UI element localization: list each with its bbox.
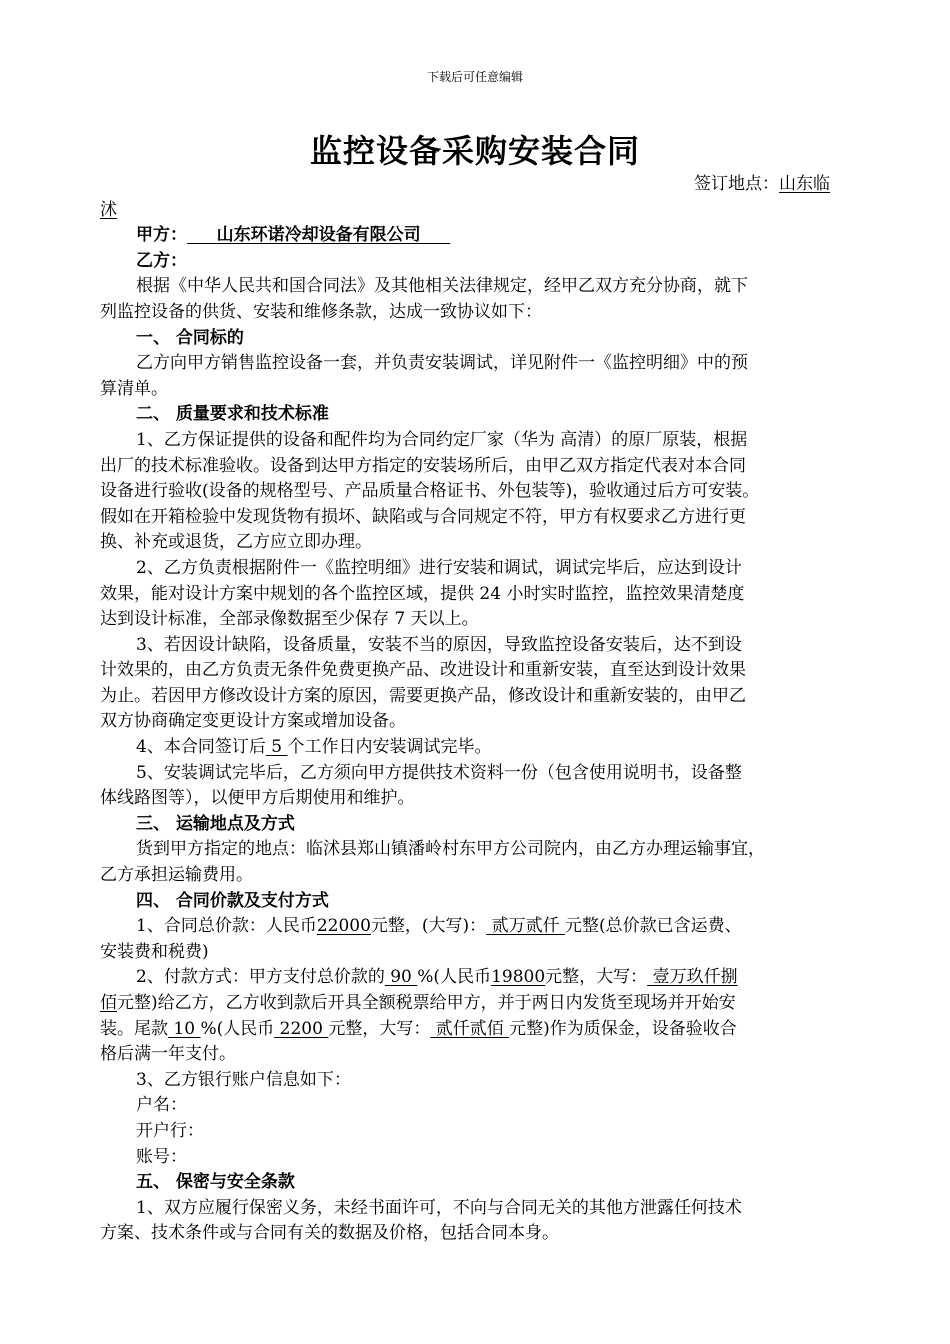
- paragraph-line: 假如在开箱检验中发现货物有损坏、缺陷或与合同规定不符，甲方有权要求乙方进行更: [100, 506, 746, 527]
- paragraph-line: 货到甲方指定的地点：临沭县郑山镇潘岭村东甲方公司院内，由乙方办理运输事宜，: [136, 839, 765, 860]
- bank-account-number: 账号：: [136, 1146, 187, 1167]
- section-heading-2: 二、 质量要求和技术标准: [136, 404, 329, 425]
- party-b-label: 乙方：: [136, 250, 187, 271]
- retention-amount-cn: 贰仟贰佰: [435, 1018, 504, 1039]
- paragraph-line: 双方协商确定变更设计方案或增加设备。: [100, 711, 406, 732]
- paragraph-line: 计效果的，由乙方负责无条件免费更换产品、改进设计和重新安装，直至达到设计效果: [100, 660, 746, 681]
- paragraph-line: 格后满一年支付。: [100, 1044, 236, 1065]
- intro-line: 列监控设备的供货、安装和维修条款，达成一致协议如下：: [100, 301, 542, 322]
- retention-percent: 10: [173, 1018, 196, 1039]
- paragraph-line: 为止。若因甲方修改设计方案的原因，需要更换产品，修改设计和重新安装的，由甲乙: [100, 685, 746, 706]
- bank-account-name: 户名：: [136, 1095, 187, 1116]
- bank-branch: 开户行：: [136, 1120, 204, 1141]
- paragraph-line: 安装费和税费): [100, 941, 209, 962]
- paragraph-line: 出厂的技术标准验收。设备到达甲方指定的安装场所后，由甲乙双方指定代表对本合同: [100, 455, 746, 476]
- party-a-label: 甲方：: [136, 225, 187, 246]
- payment-line: 佰元整)给乙方，乙方收到款后开具全额税票给甲方，并于两日内发货至现场并开始安: [100, 993, 736, 1013]
- paragraph-line: 1、双方应履行保密义务，未经书面许可，不向与合同无关的其他方泄露任何技术: [136, 1197, 742, 1218]
- total-price: 1、合同总价款：人民币22000元整，(大写)： 贰万贰仟 元整(总价款已含运费、: [136, 916, 742, 937]
- payment-line: 2、付款方式：甲方支付总价款的 90 %(人民币19800元整，大写： 壹万玖仟捌: [136, 967, 738, 988]
- signing-place-value-cont: 沭: [100, 199, 117, 220]
- party-a: [100, 223, 830, 249]
- payment-amount: 19800: [491, 967, 546, 988]
- intro-line: 根据《中华人民共和国合同法》及其他相关法律规定，经甲乙双方充分协商，就下: [136, 276, 748, 297]
- total-amount-cn: 贰万贰仟: [491, 916, 560, 937]
- party-a-value: 山东环诺冷却设备有限公司: [216, 225, 421, 246]
- payment-amount-cn: 壹万玖仟捌: [652, 967, 738, 988]
- install-deadline: 4、本合同签订后 5 个工作日内安装调试完毕。: [136, 737, 492, 758]
- paragraph-line: 5、安装调试完毕后，乙方须向甲方提供技术资料一份（包含使用说明书，设备整: [136, 762, 742, 783]
- paragraph-line: 1、乙方保证提供的设备和配件均为合同约定厂家（华为 高清）的原厂原装，根据: [136, 429, 748, 450]
- bank-info-title: 3、乙方银行账户信息如下：: [136, 1069, 351, 1090]
- party-b: [100, 249, 830, 275]
- paragraph-line: 换、补充或退货，乙方应立即办理。: [100, 532, 372, 553]
- paragraph-line: 2、乙方负责根据附件一《监控明细》进行安装和调试，调试完毕后，应达到设计: [136, 557, 742, 578]
- payment-amount-cn-cont: 佰: [100, 993, 117, 1013]
- contract-title: 监控设备采购安装合同: [309, 132, 640, 170]
- paragraph-line: 设备进行验收(设备的规格型号、产品质量合格证书、外包装等)，验收通过后方可安装。: [100, 481, 760, 502]
- paragraph-line: 效果，能对设计方案中规划的各个监控区域，提供 24 小时实时监控，监控效果清楚度: [100, 583, 745, 604]
- paragraph-line: 达到设计标准，全部录像数据至少保存 7 天以上。: [100, 609, 479, 630]
- paragraph-line: 算清单。: [100, 378, 168, 399]
- paragraph-line: 3、若因设计缺陷，设备质量，安装不当的原因，导致监控设备安装后，达不到设: [136, 634, 742, 655]
- paragraph-line: 乙方向甲方销售监控设备一套，并负责安装调试，详见附件一《监控明细》中的预: [136, 353, 748, 374]
- signing-place: [100, 172, 830, 198]
- header-note: 下载后可任意编辑: [426, 70, 523, 84]
- section-heading-5: 五、 保密与安全条款: [136, 1172, 295, 1193]
- retention-amount: 2200: [279, 1018, 323, 1039]
- section-heading-3: 三、 运输地点及方式: [136, 813, 295, 834]
- signing-place-cont: [100, 198, 830, 224]
- paragraph-line: 体线路图等），以便甲方后期使用和维护。: [100, 788, 415, 809]
- paragraph-line: 乙方承担运输费用。: [100, 865, 253, 886]
- signing-place-label: 签订地点：: [694, 174, 779, 194]
- section-heading-1: 一、 合同标的: [136, 327, 244, 348]
- section-heading-4: 四、 合同价款及支付方式: [136, 890, 329, 911]
- signing-place-value: 山东临: [779, 174, 830, 194]
- install-days: 5: [271, 737, 283, 758]
- contract-body: [100, 172, 830, 1247]
- payment-percent: 90: [390, 967, 412, 988]
- total-amount: 22000: [316, 916, 371, 937]
- payment-line: 装。尾款 10 %(人民币 2200 元整，大写： 贰仟贰佰 元整)作为质保金，设备验收合: [100, 1018, 737, 1039]
- paragraph-line: 方案、技术条件或与合同有关的数据及价格，包括合同本身。: [100, 1223, 559, 1244]
